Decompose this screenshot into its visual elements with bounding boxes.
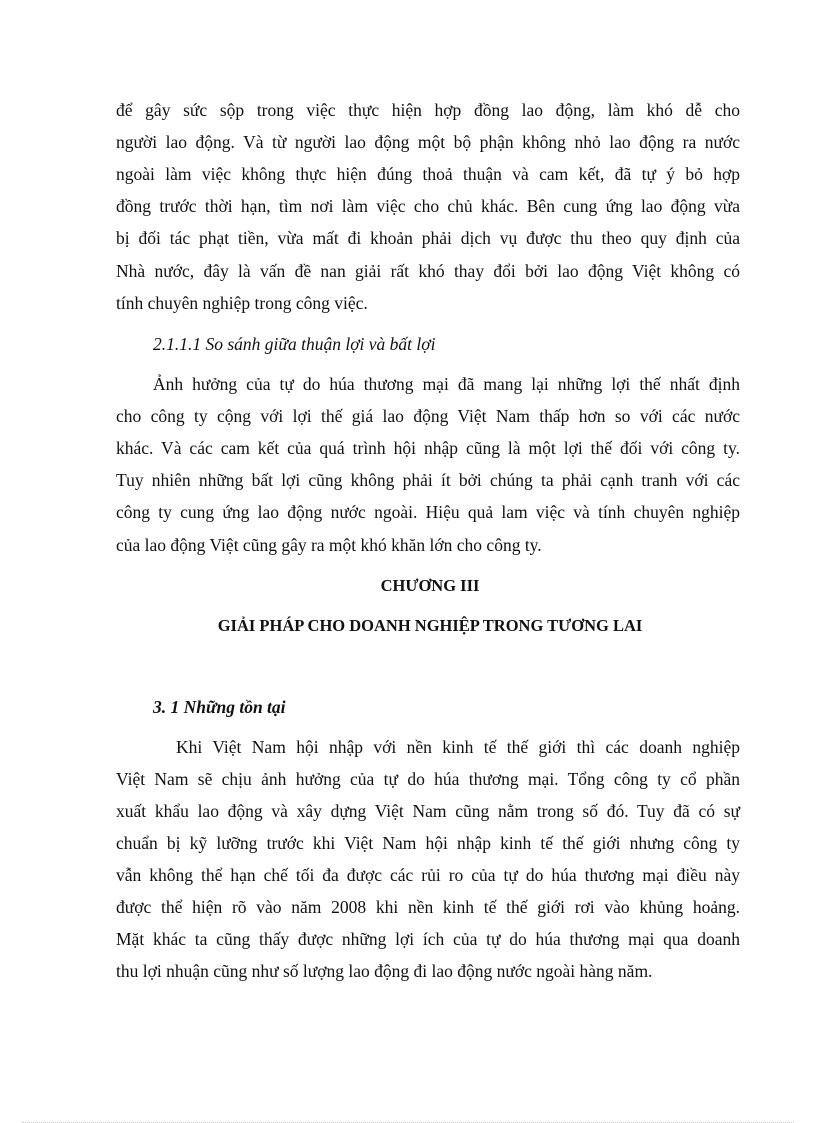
paragraph-3-line: thu lợi nhuận cũng như số lượng lao động đi lao động nước ngoài hàng năm. <box>116 961 653 981</box>
paragraph-1-line: ngoài làm việc không thực hiện đúng thoả thuận và cam kết, đã tự ý bỏ hợp <box>116 164 740 184</box>
chapter-label: CHƯƠNG III <box>380 576 480 595</box>
chapter-title: GIẢI PHÁP CHO DOANH NGHIỆP TRONG TƯƠNG LAI <box>217 616 643 635</box>
paragraph-1-line: tính chuyên nghiệp trong công việc. <box>116 293 368 313</box>
section-heading-2111: 2.1.1.1 So sánh giữa thuận lợi và bất lợi <box>153 334 436 354</box>
paragraph-2-line: khác. Và các cam kết của quá trình hội nhập cũng là một lợi thế đối với công ty. <box>116 438 740 458</box>
paragraph-1-line: Nhà nước, đây là vấn đề nan giải rất khó thay đổi bởi lao động Việt không có <box>116 261 740 281</box>
paragraph-1-line: bị đối tác phạt tiền, vừa mất đi khoản phải dịch vụ được thu theo quy định của <box>116 228 740 248</box>
paragraph-3-line: xuất khẩu lao động và xây dựng Việt Nam cũng nằm trong số đó. Tuy đã có sự <box>116 801 740 821</box>
paragraph-3-line: được thể hiện rõ vào năm 2008 khi nền kinh tế thế giới rơi vào khủng hoảng. <box>116 897 740 917</box>
paragraph-1-line: để gây sức sộp trong việc thực hiện hợp đồng lao động, làm khó dễ cho <box>116 100 740 120</box>
paragraph-2-line: công ty cung ứng lao động nước ngoài. Hiệu quả lam việc và tính chuyên nghiệp <box>116 502 740 522</box>
paragraph-3-line: Khi Việt Nam hội nhập với nền kinh tế thế giới thì các doanh nghiệp <box>176 737 740 757</box>
paragraph-3-line: chuẩn bị kỹ lưỡng trước khi Việt Nam hội nhập kinh tế thế giới nhưng công ty <box>116 833 740 853</box>
paragraph-1-line: người lao động. Và từ người lao động một bộ phận không nhỏ lao động ra nước <box>116 132 740 152</box>
paragraph-2-line: cho công ty cộng với lợi thế giá lao động Việt Nam thấp hơn so với các nước <box>116 406 740 426</box>
paragraph-3-line: Việt Nam sẽ chịu ảnh hưởng của tự do húa thương mại. Tổng công ty cổ phần <box>116 769 740 789</box>
paragraph-3-line: Mặt khác ta cũng thấy được những lợi ích của tự do húa thương mại qua doanh <box>116 929 740 949</box>
paragraph-1-line: đồng trước thời hạn, tìm nơi làm việc cho chủ khác. Bên cung ứng lao động vừa <box>116 196 740 216</box>
paragraph-2-line: của lao động Việt cũng gây ra một khó khăn lớn cho công ty. <box>116 535 542 555</box>
section-heading-31: 3. 1 Những tồn tại <box>153 697 286 717</box>
paragraph-2-line: Tuy nhiên những bất lợi cũng không phải ít bởi chúng ta phải cạnh tranh với các <box>116 470 740 490</box>
paragraph-3-line: vẫn không thể hạn chế tối đa được các rủi ro của tự do húa thương mại điều này <box>116 865 740 885</box>
paragraph-2-line: Ảnh hưởng của tự do húa thương mại đã mang lại những lợi thế nhất định <box>153 374 740 394</box>
